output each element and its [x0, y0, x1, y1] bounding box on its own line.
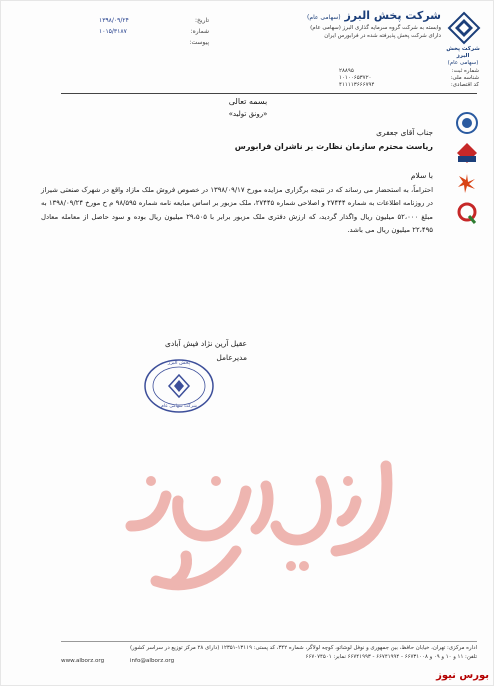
- recipient-block: [53, 126, 433, 154]
- greeting: با سلام: [410, 171, 433, 180]
- number-row: شماره: ۱۰۱۵/۳۱۸۷: [99, 28, 209, 35]
- footer-phones-line: تلفن: ۱۱ و ۱۰ و ۰۹ و ۶۶۷۳۱۰۰۸ - ۶۶۷۴۱۹۹۴ - ۶۶۷۴۱۹۹۳ نمابر: ۶۶۷۰۷۴۵۰۱: [305, 654, 477, 660]
- logo-caption: شرکت پخش البرز (سهامی عام): [446, 46, 480, 66]
- company-logo: [447, 11, 481, 49]
- corner-watermark: بورس نیوز: [436, 670, 489, 681]
- attachment-row: پیوست:: [189, 39, 209, 46]
- company-subtitle: وابسته به شرکت گروه سرمایه گذاری البرز (سهامی عام) دارای شرکت پخش پذیرفته شده در فرابورس ایران: [310, 25, 441, 39]
- year-slogan: «رونق تولید»: [228, 110, 268, 118]
- letter-meta: [99, 15, 209, 48]
- stamp-text-top: پخش البرز: [167, 360, 191, 366]
- company-stamp: [141, 356, 217, 420]
- bourse-news-watermark: [116, 441, 406, 625]
- registration-labels: شماره ثبت: شناسه ملی: کد اقتصادی:: [450, 68, 479, 88]
- header-divider: [61, 93, 477, 94]
- letter-body: احتراماً، به استحضار می رساند که در نتیجه برگزاری مزایده مورخ ۱۳۹۸/۰۹/۱۷ در خصوص فروش ملک مازاد واقع در شهرک صنعتی شیراز در روزنامه اطلاعات به شماره ۲۷۴۴۴ و اصلاحی شماره ۲۷۴۴۵، ملک مزبور بر اساس مبایعه نامه شماره ۹۸/۵۹۵ م ح مورخ ۱۳۹۸/۰۹/۲۴ به مبلغ ۵۲،۰۰۰ میلیون ریال واگذار گردید، که ارزش دفتری ملک مزبور برابر با ۲۹،۵۰۵ میلیون ریال بوده و سود حاصل از معامله معادل ۲۲،۴۹۵ میلیون ریال می باشد.: [41, 186, 433, 234]
- footer-website-link[interactable]: www.alborz.org: [61, 658, 105, 664]
- date-row: تاریخ: ۱۳۹۸/۰۹/۲۴: [99, 17, 209, 24]
- signer-name: عقیل آرین نژاد فیش آبادی: [165, 339, 247, 348]
- bismillah: بسمه تعالی: [228, 97, 268, 106]
- footer-email-link[interactable]: info@alborz.org: [129, 658, 175, 664]
- stamp-text-bottom: شرکت سهامی عام: [161, 404, 197, 409]
- registration-info: [339, 68, 479, 89]
- footer-address-line: اداره مرکزی: تهران، خیابان حافظ، بین جمهوری و نوفل لوشاتو، کوچه لولاگر، شماره ۳۴۲، کد پستی: ۱۳۱۱۹-۱۲۳۵۱ (دارای ۲۸ مرکز توزیع در سراسر کشور): [129, 645, 477, 651]
- naci-logo-icon: [455, 141, 479, 169]
- alborz-logo-icon: [447, 11, 481, 45]
- footer-links: [61, 658, 198, 664]
- registration-values: ۲۸۸۹۵ ۱۰۱۰۰۶۵۳۷۲۰ ۴۱۱۱۱۳۶۶۶۷۹۴: [339, 68, 375, 88]
- company-header: [301, 9, 441, 40]
- footer-divider: [61, 641, 477, 642]
- recipient-name: جناب آقای جعفری: [376, 128, 433, 137]
- company-name: شرکت پخش البرز (سهامی عام): [307, 9, 441, 22]
- quality-logo-icon: [455, 201, 479, 231]
- iso-logo-icon: [455, 171, 479, 199]
- signer-title: مدیرعامل: [216, 353, 247, 362]
- watermark-calligraphy-icon: [116, 441, 406, 621]
- recipient-title: ریاست محترم سازمان نظارت بر ناشران فرابورس: [234, 142, 433, 151]
